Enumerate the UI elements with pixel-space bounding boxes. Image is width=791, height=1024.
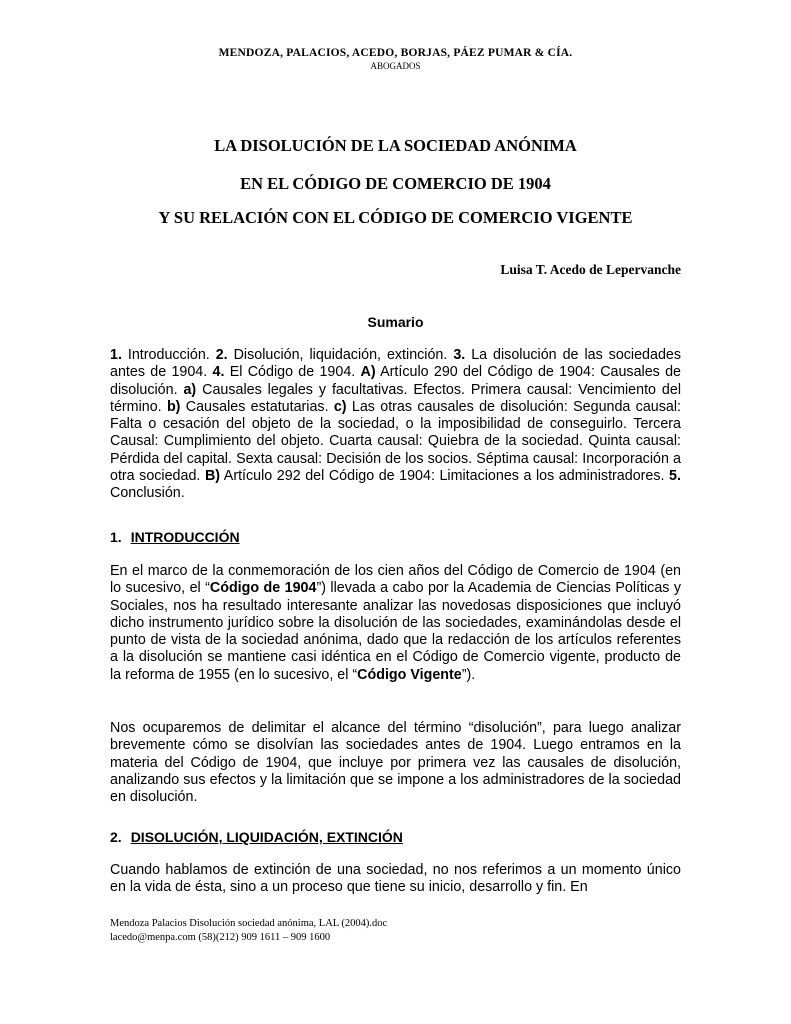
bold-text: Código Vigente [357, 666, 462, 683]
body-paragraph [110, 563, 681, 684]
section-title: DISOLUCIÓN, LIQUIDACIÓN, EXTINCIÓN [130, 829, 403, 845]
text-run: Introducción. [121, 347, 216, 363]
text-run: Disolución, liquidación, extinción. [227, 347, 454, 363]
body-paragraph [110, 720, 681, 806]
title-line-1: LA DISOLUCIÓN DE LA SOCIEDAD ANÓNIMA [214, 136, 577, 155]
title-line-2: EN EL CÓDIGO DE COMERCIO DE 1904 [240, 174, 551, 193]
firm-name: MENDOZA, PALACIOS, ACEDO, BORJAS, PÁEZ PUMAR & CÍA. [218, 47, 573, 59]
text-run: El Código de 1904. [224, 364, 361, 381]
summary-paragraph [110, 347, 681, 503]
bold-text: 4. [212, 364, 225, 381]
bold-text: 1. [110, 347, 122, 363]
body-paragraph [110, 862, 681, 897]
author-name: Luisa T. Acedo de Lepervanche [500, 262, 681, 277]
bold-text: 2. [215, 347, 228, 363]
text-run: Nos ocuparemos de delimitar el alcance del término “disolución”, para luego analizar brevemente cómo se disolvían las sociedades antes de 1904. Luego entramos en la materia del Código de 1904, que incluye por primera vez las causales de disolución, analizando sus efectos y la limitación que se impone a los administradores de la sociedad en disolución. [110, 720, 681, 806]
text-run: Conclusión. [110, 485, 185, 502]
text-run: ”) llevada a cabo por la Academia de Ciencias Políticas y Sociales, nos ha resultado interesante analizar las novedosas disposiciones que incluyó dicho instrumento jurídico sobre la disolución de las sociedades, examinándolas desde el punto de vista de la sociedad anónima, dado que la redacción de los artículos referentes a la disolución se mantiene casi idéntica en el Código de Comercio vigente, producto de la reforma de 1955 (en lo sucesivo, el “ [110, 580, 681, 683]
bold-text: b) [166, 398, 181, 415]
bold-text: 5. [669, 468, 681, 485]
bold-text: B) [204, 468, 221, 485]
text-run: Artículo 292 del Código de 1904: Limitaciones a los administradores. [220, 468, 670, 485]
bold-text: Código de 1904 [209, 580, 317, 597]
text-run: Causales estatutarias. [180, 398, 334, 415]
section-number: 2. [110, 829, 122, 845]
text-run: Las otras causales de disolución: Segunda causal: Falta o cesación del objeto de la sociedad, o la imposibilidad de conseguirlo. Tercera Causal: Cumplimiento del objeto. Cuarta causal: Quiebra de la sociedad. Quinta causal: Pérdida del capital. Sexta causal: Decisión de los socios. Séptima causal: Incorporación a otra sociedad. [110, 398, 681, 485]
footer-filename: Mendoza Palacios Disolución sociedad anónima, LAL (2004).doc [110, 918, 388, 929]
text-run: La disolución de las sociedades antes de 1904. [110, 347, 681, 381]
section-title: INTRODUCCIÓN [130, 529, 240, 545]
text-run: ”). [461, 666, 476, 683]
section-heading-disolucion [110, 829, 403, 845]
summary-heading: Sumario [367, 314, 424, 330]
text-run: Causales legales y facultativas. Efectos. Primera causal: Vencimiento del término. [110, 381, 681, 415]
title-line-3: Y SU RELACIÓN CON EL CÓDIGO DE COMERCIO VIGENTE [158, 208, 633, 227]
text-run: En el marco de la conmemoración de los cien años del Código de Comercio de 1904 (en lo sucesivo, el “ [110, 563, 681, 597]
firm-subtitle: ABOGADOS [370, 61, 421, 71]
bold-text: A) [360, 364, 376, 381]
footer-contact: lacedo@menpa.com (58)(212) 909 1611 – 909 1600 [110, 932, 331, 943]
bold-text: c) [333, 398, 347, 415]
text-run: Cuando hablamos de extinción de una sociedad, no nos referimos a un momento único en la vida de ésta, sino a un proceso que tiene su inicio, desarrollo y fin. En [110, 862, 681, 896]
bold-text: 3. [453, 347, 466, 363]
section-heading-introduccion [110, 529, 240, 545]
bold-text: a) [183, 381, 197, 398]
section-number: 1. [110, 529, 122, 545]
text-run: Artículo 290 del Código de 1904: Causales de disolución. [110, 364, 681, 398]
